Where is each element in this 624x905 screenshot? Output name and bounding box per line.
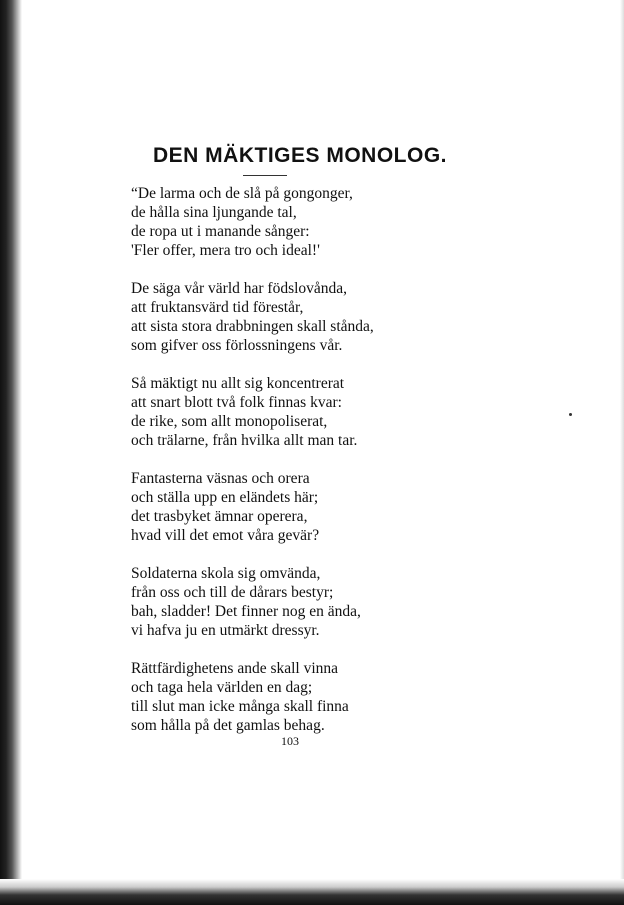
stanza-1 [131, 184, 451, 260]
stanza-5 [131, 564, 451, 640]
stanza-4 [131, 469, 451, 545]
scan-edge-right [620, 0, 624, 905]
poem-line: Så mäktigt nu allt sig koncentrerat [131, 375, 345, 392]
poem-line: som gifver oss förlossningens vår. [131, 337, 343, 354]
poem-line: Fantasterna väsnas och orera [131, 470, 310, 487]
stanza-3 [131, 374, 451, 450]
poem-line: att snart blott två folk finnas kvar: [131, 394, 342, 411]
poem-line: De säga vår värld har födslovånda, [131, 280, 348, 297]
poem-line: 'Fler offer, mera tro och ideal!' [131, 242, 320, 259]
scan-edge-bottom [0, 879, 624, 905]
poem-line: som hålla på det gamlas behag. [131, 717, 325, 734]
poem-line: att sista stora drabbningen skall stånda, [131, 318, 374, 335]
poem-line: vi hafva ju en utmärkt dressyr. [131, 622, 320, 639]
poem-line: de hålla sina ljungande tal, [131, 204, 297, 221]
stanza-2 [131, 279, 451, 355]
stanza-6 [131, 659, 451, 735]
poem-line: “De larma och de slå på gongonger, [131, 185, 353, 202]
title-divider [243, 175, 287, 176]
poem-line: till slut man icke många skall finna [131, 698, 349, 715]
poem-line: hvad vill det emot våra gevär? [131, 527, 320, 544]
poem-line: och trälarne, från hvilka allt man tar. [131, 432, 358, 449]
poem-line: det trasbyket ämnar operera, [131, 508, 308, 525]
poem-title: DEN MÄKTIGES MONOLOG. [153, 144, 447, 167]
poem-line: och taga hela världen en dag; [131, 679, 313, 696]
poem-line: Rättfärdighetens ande skall vinna [131, 660, 339, 677]
poem-line: bah, sladder! Det finner nog en ända, [131, 603, 361, 620]
poem-line: att fruktansvärd tid förestår, [131, 299, 304, 316]
poem-line: Soldaterna skola sig omvända, [131, 565, 321, 582]
poem-body [131, 184, 451, 754]
poem-line: de rike, som allt monopoliserat, [131, 413, 328, 430]
poem-line: från oss och till de dårars bestyr; [131, 584, 334, 601]
ink-speck [569, 413, 572, 416]
poem-line: och ställa upp en eländets här; [131, 489, 319, 506]
page-number: 103 [281, 734, 299, 748]
scan-edge-left [0, 0, 22, 905]
poem-line: de ropa ut i manande sånger: [131, 223, 310, 240]
